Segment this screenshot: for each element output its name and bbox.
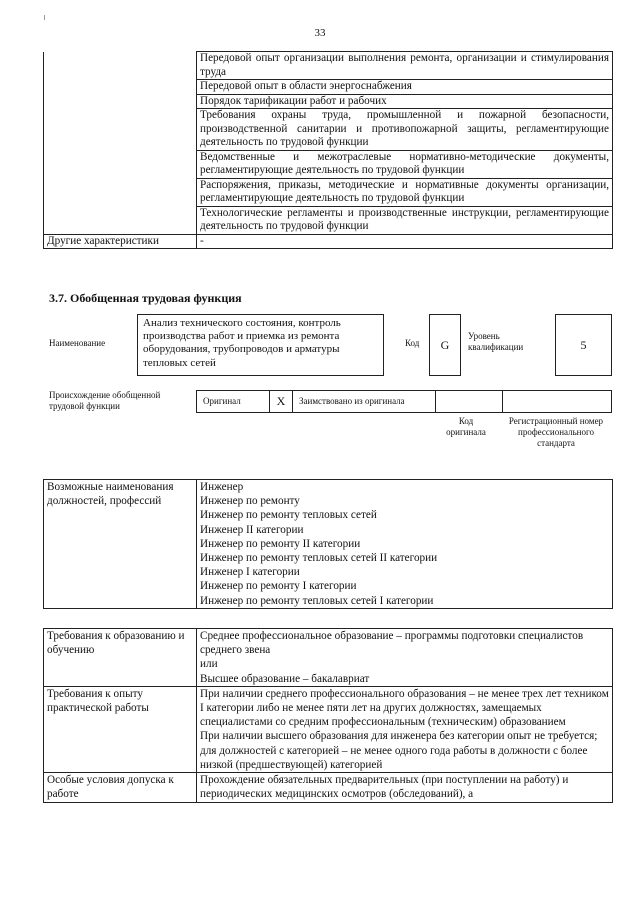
special-conditions-text: Прохождение обязательных предварительных (при поступлении на работу) и периодических медицинских осмотров (обследований), а	[200, 774, 569, 801]
table-row: Требования охраны труда, промышленной и пожарной безопасности, производственной санитарии и противопожарной защиты, регламентирующие деятельность по трудовой функции	[197, 109, 613, 151]
education-value	[197, 629, 613, 687]
qualification-level-box: 5	[555, 314, 612, 376]
table-row: Технологические регламенты и производственные инструкции, регламентирующие деятельность по трудовой функции	[197, 206, 613, 234]
original-mark: X	[270, 391, 293, 413]
table-label-cell	[44, 150, 197, 178]
original-cell: Оригинал	[197, 391, 270, 413]
positions-list	[197, 480, 613, 609]
table-label-cell	[44, 206, 197, 234]
list-item: Инженер II категории	[200, 523, 304, 536]
list-item: или	[200, 658, 218, 671]
table-label-cell	[44, 178, 197, 206]
list-item: При наличии высшего образования для инженера без категории опыт не требуется; для должностей с категорией – не менее одного года работы в должности с более низкой (предшествующей) категорией	[200, 730, 598, 771]
name-label: Наименование	[49, 338, 106, 348]
special-conditions-value	[197, 773, 613, 803]
knowledge-table	[43, 51, 613, 249]
section-title: 3.7. Обобщенная трудовая функция	[49, 291, 242, 305]
special-conditions-label: Особые условия допуска к работе	[44, 773, 197, 803]
code-original-label: Код оригинала	[446, 416, 486, 437]
origin-table	[196, 390, 612, 413]
list-item: Инженер	[200, 481, 244, 493]
other-characteristics-value: -	[197, 234, 613, 249]
list-item: Инженер по ремонту II категории	[200, 537, 361, 550]
code-original-cell	[436, 391, 503, 413]
experience-value	[197, 686, 613, 772]
positions-table	[43, 479, 613, 609]
function-name-box: Анализ технического состояния, контроль производства работ и приемка из ремонта оборудования, трубопроводов и арматуры тепловых сетей	[137, 314, 384, 376]
experience-label: Требования к опыту практической работы	[44, 686, 197, 772]
table-row: Распоряжения, приказы, методические и нормативные документы организации, регламентирующие деятельность по трудовой функции	[197, 178, 613, 206]
list-item: Высшее образование – бакалавриат	[200, 672, 370, 685]
page-number: 33	[314, 27, 326, 39]
other-characteristics-label: Другие характеристики	[44, 234, 197, 249]
list-item: Инженер I категории	[200, 566, 300, 579]
table-label-cell	[44, 80, 197, 95]
qualification-level-label: Уровень квалификации	[468, 331, 524, 352]
table-label-cell	[44, 94, 197, 109]
reg-number-label: Регистрационный номер профессионального стандарта	[508, 416, 604, 448]
code-label: Код	[405, 338, 420, 348]
code-value-box: G	[429, 314, 461, 376]
positions-label: Возможные наименования должностей, профессий	[44, 480, 197, 609]
table-row: Передовой опыт организации выполнения ремонта, организации и стимулирования труда	[197, 52, 613, 80]
list-item: Инженер по ремонту тепловых сетей	[200, 509, 377, 522]
reg-number-cell	[503, 391, 612, 413]
table-label-cell	[44, 109, 197, 151]
table-row: Порядок тарификации работ и рабочих	[197, 94, 613, 109]
borrowed-cell: Заимствовано из оригинала	[293, 391, 436, 413]
table-row: Передовой опыт в области энергоснабжения	[197, 80, 613, 95]
origin-label: Происхождение обобщенной трудовой функции	[49, 390, 161, 411]
list-item: Среднее профессиональное образование – программы подготовки специалистов среднего звена	[200, 630, 584, 657]
requirements-table	[43, 628, 613, 803]
list-item: Инженер по ремонту тепловых сетей II категории	[200, 552, 438, 565]
scan-mark	[44, 15, 45, 20]
table-label-cell	[44, 52, 197, 80]
list-item: Инженер по ремонту	[200, 495, 300, 508]
education-label: Требования к образованию и обучению	[44, 629, 197, 687]
list-item: Инженер по ремонту I категории	[200, 580, 357, 593]
table-row: Ведомственные и межотраслевые нормативно-методические документы, регламентирующие деятельность по трудовой функции	[197, 150, 613, 178]
list-item: Инженер по ремонту тепловых сетей I категории	[200, 594, 434, 607]
list-item: При наличии среднего профессионального образования – не менее трех лет техником I категории либо не менее пяти лет на других должностях, замещаемых специалистами со средним профессиональным (техническим) образованием	[200, 687, 609, 729]
